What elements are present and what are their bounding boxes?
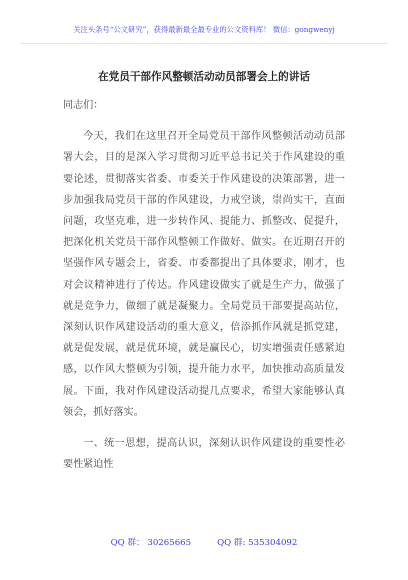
- header-promo: 关注头条号“公文研究”，获得最新最全最专业的公文资料库！ 微信：gongwenyj: [73, 25, 335, 34]
- footer-qq-group-1: QQ 群： 30265665: [110, 538, 192, 548]
- document-body: [63, 95, 345, 475]
- salutation: 同志们：: [63, 100, 104, 111]
- footer-qq-group-2: QQ 群: 535304092: [217, 538, 298, 548]
- section-heading: 一、统一思想，提高认识，深刻认识作风建设的重要性必要性紧迫性: [63, 438, 345, 471]
- footer-contacts: [0, 536, 408, 548]
- paragraph: 今天，我们在这里召开全局党员干部作风整顿活动动员部署大会，目的是深入学习贯彻习近平总书记关于作风建设的重要论述，贯彻落实省委、市委关于作风建设的决策部署，进一步加强我局党员干部的作风建设，力戒空谈，崇尚实干，直面问题，攻坚克难，进一步转作风、提能力、抓整改、促提升，把深化机关党员干部作风整顿工作做好、做实。在近期召开的坚强作风专题会上，省委、市委都提出了具体要求，刚才，也对会议精神进行了传达。作风建设做实了就是生产力，做强了就是竞争力，做细了就是凝聚力。全局党员干部要提高站位，深刻认识作风建设活动的重大意义，倍添抓作风就是抓党建，就是促发展，就是优环境，就是赢民心，切实增强责任感紧迫感，以作风大整顿为引领，提升能力水平，加快推动高质量发展。下面，我对作风建设活动提几点要求，希望大家能够认真领会，抓好落实。: [63, 131, 345, 418]
- document-title: 在党员干部作风整顿活动动员部署会上的讲话: [98, 71, 310, 83]
- header-divider: [20, 43, 388, 44]
